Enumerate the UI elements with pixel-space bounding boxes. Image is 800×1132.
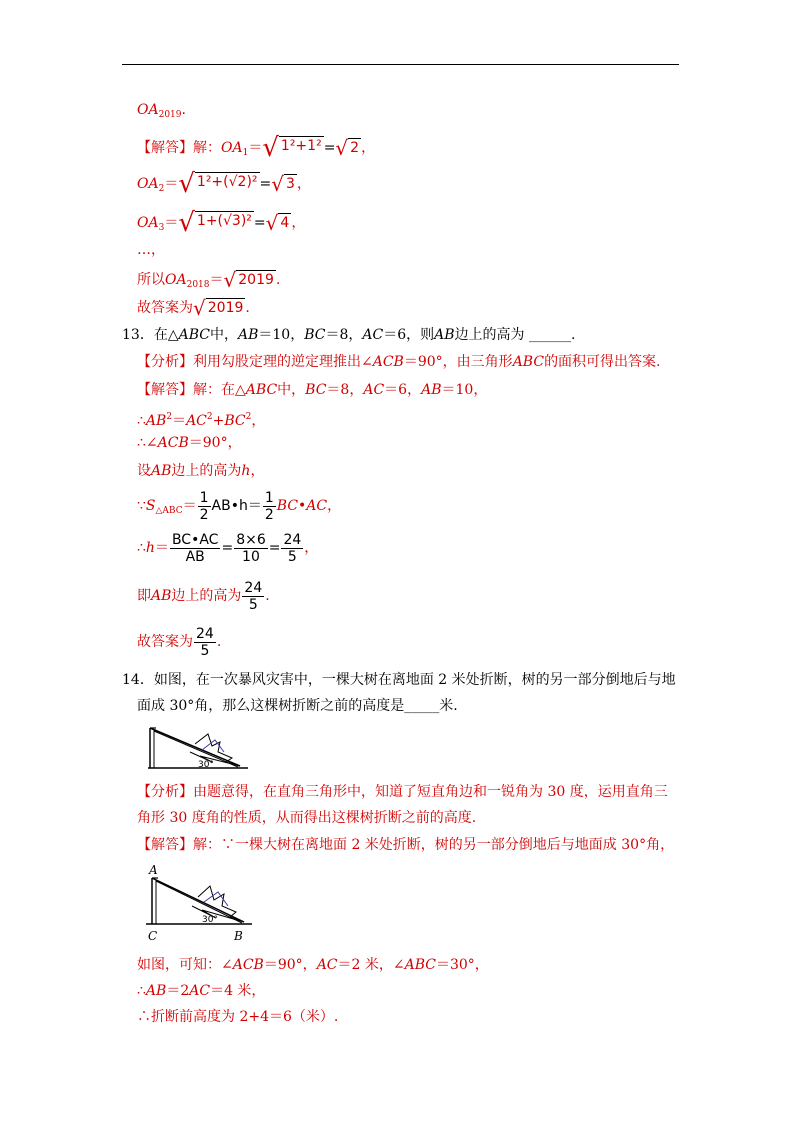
q14-question-line1: 14．如图，在一次暴风灾害中，一棵大树在离地面 2 米处折断，树的另一部分倒地后与地 [122, 672, 676, 688]
q12-line-final: 故答案为 √ 2019 . [137, 296, 250, 320]
q14-known: 如图，可知：∠ACB＝90°，AC＝2 米，∠ABC＝30°， [137, 957, 489, 973]
q13-step-h-value: ∴h＝ $\frac{BC•AC}{AB}$ = $\frac{8\times 6}{10}$ = $\frac{24}{5}$ ， [137, 531, 319, 565]
q13-step-set-h: 设AB边上的高为h， [137, 463, 265, 479]
q12-line-dots: …， [137, 242, 165, 258]
header-rule [122, 64, 679, 65]
q13-final: 故答案为 $\frac{24}{5}$ . [137, 625, 222, 659]
q13-answer-given: 【解答】解：在△ABC中，BC＝8，AC＝6，AB＝10， [137, 382, 488, 398]
angle-label: 30° [202, 915, 218, 925]
q13-step-ji: 即AB边上的高为 $\frac{24}{5}$ . [137, 579, 270, 613]
q13-step-area: $\because S_{\triangle ABC}=$ $\frac{1}{2}$ AB•h＝ $\frac{1}{2}$ BC•AC， [137, 489, 342, 523]
q14-ab: ∴AB＝2AC＝4 米， [137, 983, 266, 999]
tree-figure-2 [140, 862, 270, 946]
q12-line-so: 所以$OA_{2018}=$ √ 2019 . [137, 268, 281, 292]
tree-figure-1 [140, 722, 250, 772]
q14-question-line2: 面成 30°角，那么这棵树折断之前的高度是_____米. [137, 698, 458, 714]
q12-line-oa1: 【解答】解：$OA_1=$ √ 1²+1² = √ 2 ， [137, 133, 376, 163]
point-b-label: B [234, 929, 243, 943]
q13-question: 13．在△ABC中，AB＝10，BC＝8，AC＝6，则AB边上的高为 ______. [122, 327, 576, 343]
q13-step-right-angle: ∴∠ACB＝90°， [137, 435, 242, 451]
answer-tag: 【解答】 [137, 140, 193, 156]
point-a-label: A [149, 863, 158, 877]
q13-step-pythag: $\therefore AB^2=AC^2+BC^2$， [137, 412, 266, 429]
answer-blank: ______ [529, 327, 572, 343]
point-c-label: C [148, 929, 158, 943]
q13-analysis: 【分析】利用勾股定理的逆定理推出∠ACB＝90°，由三角形ABC的面积可得出答案. [137, 354, 661, 370]
sqrt-expr: √ 1²+1² [262, 133, 322, 163]
q14-answer-line1: 【解答】解：∵一棵大树在离地面 2 米处折断，树的另一部分倒地后与地面成 30°角， [137, 837, 675, 853]
q14-analysis-line2: 角形 30 度角的性质，从而得出这棵树折断之前的高度. [137, 810, 477, 826]
angle-label: 30° [198, 760, 214, 770]
q12-line-oa2019: $OA_{2019}$. [137, 102, 186, 120]
q14-analysis-line1: 【分析】由题意得，在直角三角形中，知道了短直角边和一锐角为 30 度，运用直角三 [137, 784, 668, 800]
sqrt-result: √ 2 [335, 136, 360, 160]
q14-final: ∴折断前高度为 2+4＝6（米）. [137, 1009, 339, 1025]
q12-line-oa2: $OA_2=$ √ 1²+(√2)² = √ 3 ， [137, 169, 311, 199]
q12-line-oa3: $OA_3=$ √ 1+(√3)² = √ 4 ， [137, 208, 306, 238]
answer-blank: _____ [404, 698, 440, 714]
